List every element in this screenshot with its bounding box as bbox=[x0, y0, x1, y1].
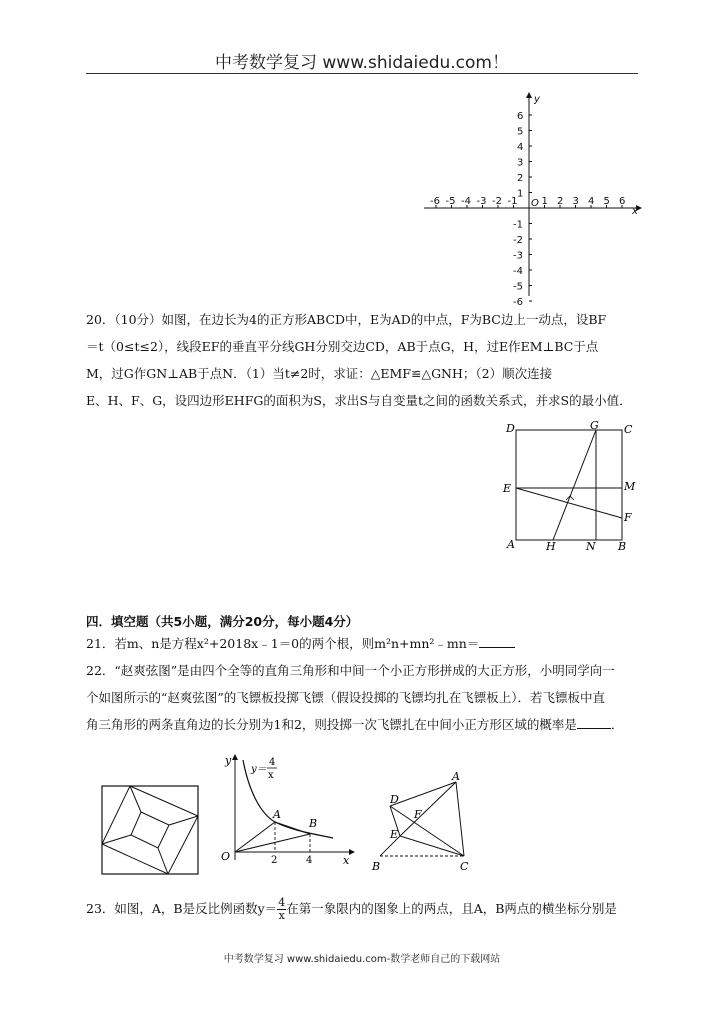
graph-func-lhs: y＝ bbox=[251, 764, 267, 775]
tri-label-c: C bbox=[460, 860, 469, 873]
page-footer: 中考数学复习 www.shidaiedu.com-数学老师自己的下载网站 bbox=[223, 954, 501, 965]
tri-label-f: F bbox=[414, 808, 422, 821]
grid-x-tick-label: 3 bbox=[572, 196, 579, 207]
grid-x-tick-label: O bbox=[531, 198, 539, 209]
graph-x-label: x bbox=[343, 854, 350, 867]
question-21 bbox=[86, 630, 642, 657]
triangle-figure bbox=[368, 770, 478, 874]
q22-line-1: 22．“赵爽弦图”是由四个全等的直角三角形和中间一个小正方形拼成的大正方形，小明同学向一 bbox=[86, 663, 615, 678]
q22-line-3-end: ． bbox=[610, 717, 624, 732]
question-22 bbox=[86, 657, 642, 738]
grid-y-tick-label: -1 bbox=[513, 219, 523, 231]
question-23 bbox=[86, 894, 642, 924]
grid-y-tick-label: -6 bbox=[513, 297, 523, 308]
q23-fraction bbox=[277, 897, 286, 922]
graph-y-label: y bbox=[225, 754, 232, 767]
label-d: D bbox=[506, 422, 515, 435]
header-rule bbox=[86, 73, 638, 74]
tri-label-e: E bbox=[390, 828, 399, 841]
label-m: M bbox=[624, 480, 636, 493]
page-header: 中考数学复习 www.shidaiedu.com！ bbox=[215, 53, 509, 73]
grid-x-tick-label: -4 bbox=[461, 196, 471, 207]
label-g: G bbox=[590, 419, 599, 432]
grid-x-tick-label: 1 bbox=[541, 196, 548, 207]
grid-y-tick-label: 6 bbox=[517, 111, 524, 122]
grid-y-tick-label: 5 bbox=[517, 126, 524, 138]
grid-y-tick-label: 1 bbox=[517, 188, 524, 200]
label-n: N bbox=[586, 540, 596, 553]
graph-label-b: B bbox=[309, 817, 318, 830]
tri-label-d: D bbox=[390, 793, 399, 806]
grid-x-tick-label: 2 bbox=[557, 196, 564, 207]
graph-label-o: O bbox=[221, 850, 231, 863]
label-h: H bbox=[546, 540, 556, 553]
tri-label-a: A bbox=[452, 770, 460, 783]
tri-label-b: B bbox=[372, 860, 381, 873]
grid-x-tick-label: -6 bbox=[430, 196, 440, 207]
graph-func-den: x bbox=[268, 770, 274, 781]
label-f: F bbox=[624, 511, 632, 524]
q20-line-1: 20．（10分）如图，在边长为4的正方形ABCD中，E为AD的中点，F为BC边上一动点，设BF bbox=[86, 312, 607, 327]
q23-post: 在第一象限内的图象上的两点，且A，B两点的横坐标分别是 bbox=[286, 901, 617, 916]
grid-y-tick-label: -4 bbox=[513, 266, 523, 277]
graph-tick-4: 4 bbox=[306, 855, 313, 866]
grid-y-tick-label: -5 bbox=[513, 281, 523, 293]
label-a: A bbox=[507, 538, 515, 551]
grid-y-tick-label: -2 bbox=[513, 235, 523, 246]
grid-x-label: x bbox=[632, 206, 638, 217]
q22-answer-blank bbox=[577, 716, 611, 729]
q22-line-3: 角三角形的两条直角边的长分别为1和2，则投掷一次飞镖扎在中间小正方形区域的概率是 bbox=[86, 717, 577, 732]
grid-y-label: y bbox=[534, 94, 540, 105]
grid-x-tick-label: 5 bbox=[603, 196, 610, 207]
grid-y-tick-label: -3 bbox=[513, 250, 523, 262]
grid-x-tick-label: -1 bbox=[507, 196, 518, 207]
zhao-shuang-diagram bbox=[100, 782, 202, 878]
graph-tick-2: 2 bbox=[271, 855, 278, 866]
q23-den: x bbox=[278, 909, 285, 922]
q22-line-2: 个如图所示的“赵爽弦图”的飞镖板投掷飞镖（假设投掷的飞镖均扎在飞镖板上）．若飞镖板中直 bbox=[86, 690, 606, 705]
q20-line-2: ＝t（0≤t≤2），线段EF的垂直平分线GH分别交边CD，AB于点G，H，过E作EM⊥BC于点 bbox=[86, 339, 599, 354]
label-e: E bbox=[503, 482, 512, 495]
grid-x-tick-label: 6 bbox=[619, 196, 626, 207]
q23-num: 4 bbox=[278, 896, 286, 909]
grid-y-tick-label: 2 bbox=[517, 173, 524, 184]
label-b: B bbox=[618, 540, 627, 553]
grid-x-tick-label: -2 bbox=[492, 196, 502, 207]
q20-line-3: M，过G作GN⊥AB于点N．（1）当t≠2时，求证：△EMF≌△GNH；（2）顺次连接 bbox=[86, 366, 553, 381]
grid-y-tick-label: 3 bbox=[517, 157, 524, 169]
coordinate-grid-figure bbox=[422, 90, 642, 308]
label-c: C bbox=[624, 423, 633, 436]
grid-x-tick-label: -3 bbox=[476, 196, 487, 207]
grid-y-tick-label: 4 bbox=[517, 142, 524, 153]
graph-func-num: 4 bbox=[269, 757, 276, 768]
grid-x-tick-label: 4 bbox=[588, 196, 595, 207]
q23-lhs: y＝ bbox=[257, 901, 278, 916]
question-20 bbox=[86, 306, 642, 414]
inverse-function-graph bbox=[215, 752, 355, 866]
q23-pre: 23．如图，A，B是反比例函数 bbox=[86, 901, 258, 916]
section-4-title: 四．填空题（共5小题，满分20分，每小题4分） bbox=[86, 614, 359, 629]
grid-x-tick-label: -5 bbox=[445, 196, 456, 207]
square-abcd-figure bbox=[500, 418, 640, 554]
q21-answer-blank bbox=[479, 635, 515, 648]
q21-text: 21．若m、n是方程x²+2018x﹣1＝0的两个根，则m²n+mn²﹣mn＝ bbox=[86, 636, 480, 651]
graph-label-a: A bbox=[273, 808, 281, 821]
q20-line-4: E、H、F、G，设四边形EHFG的面积为S，求出S与自变量t之间的函数关系式，并求S的最小值． bbox=[86, 393, 632, 408]
